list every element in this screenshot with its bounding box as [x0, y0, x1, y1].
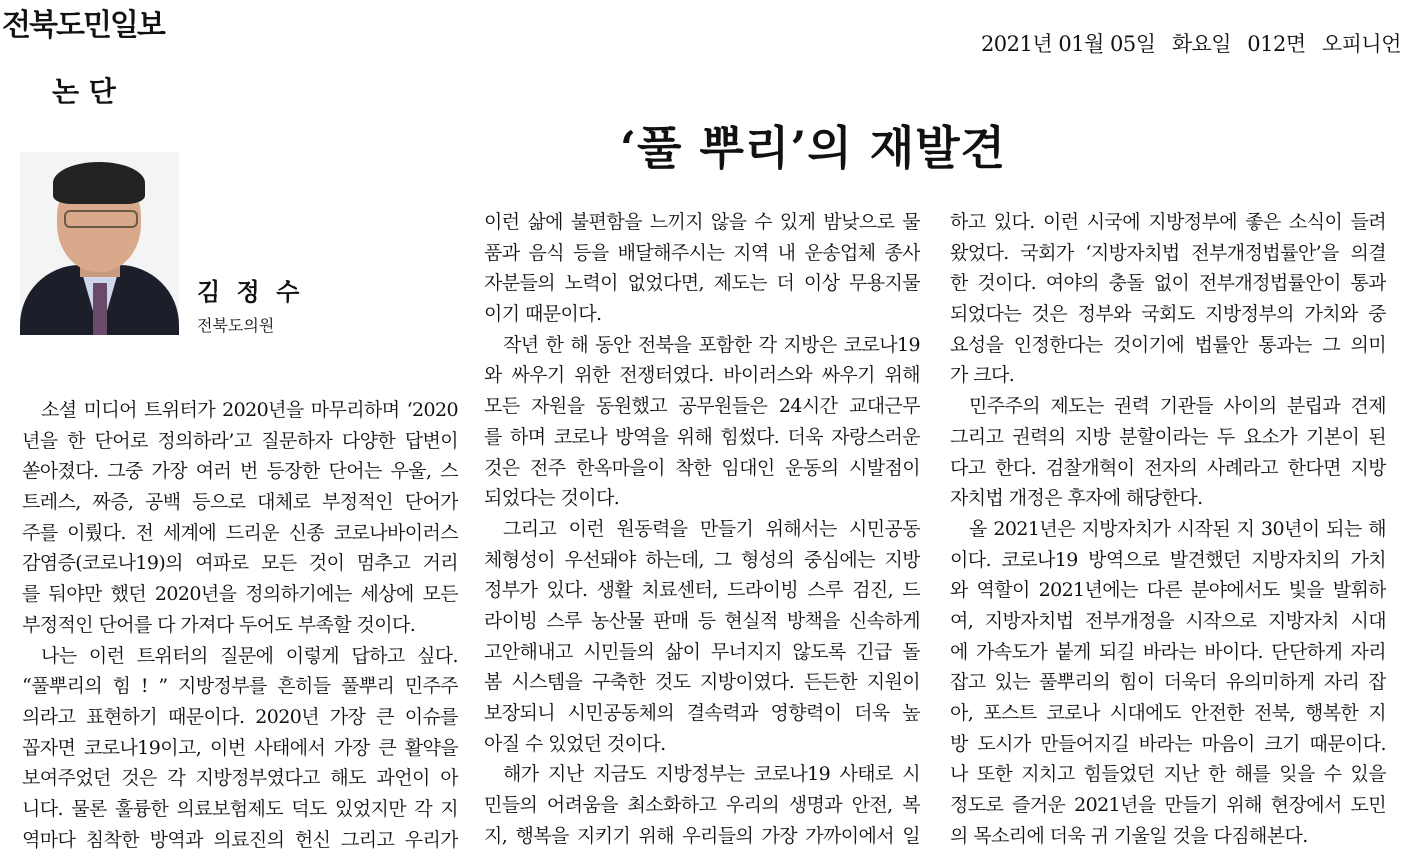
article-column-2 — [484, 207, 920, 851]
text-line: 올 2021년은 지방자치가 시작된 지 30년이 되는 해 — [969, 517, 1386, 540]
column-label: 논 단 — [52, 75, 116, 108]
text-line: 보장되니 시민공동체의 결속력과 영향력이 더욱 높 — [484, 702, 920, 724]
photo-glasses — [64, 210, 138, 228]
text-line: 이기 때문이다. — [484, 303, 602, 326]
text-line: 민들의 어려움을 최소화하고 우리의 생명과 안전, 복 — [484, 794, 920, 817]
publish-date: 2021년 01월 05일 — [980, 32, 1156, 56]
text-line: 모든 자원을 동원했고 공무원들은 24시간 교대근무 — [484, 395, 920, 418]
author-photo — [20, 152, 179, 335]
text-line: 요성을 인정한다는 것이기에 법률안 통과는 그 의미 — [950, 333, 1386, 356]
text-line: 와 싸우기 위한 전쟁터였다. 바이러스와 싸우기 위해 — [484, 364, 920, 387]
text-line: 되었다는 것이다. — [484, 487, 620, 510]
text-line: 하고 있다. 이런 시국에 지방정부에 좋은 소식이 들려 — [950, 211, 1386, 233]
text-line: 트레스, 짜증, 공백 등으로 대체로 부정적인 단어가 — [22, 491, 458, 514]
text-line: 것은 전주 한옥마을이 착한 임대인 운동의 시발점이 — [484, 456, 920, 479]
text-line: 부정적인 단어를 다 가져다 두어도 부족할 것이다. — [22, 613, 416, 636]
article-paragraph — [950, 207, 1386, 391]
text-line: “풀뿌리의 힘 ! ” 지방정부를 흔히들 풀뿌리 민주주 — [22, 675, 458, 698]
text-line: 지, 행복을 지키기 위해 우리들의 가장 가까이에서 일 — [484, 824, 920, 847]
text-line: 와 역할이 2021년에는 다른 분야에서도 빛을 발휘하 — [950, 579, 1386, 602]
text-line: 봄 시스템을 구축한 것도 지방이였다. 든든한 지원이 — [484, 671, 920, 694]
text-line: 체형성이 우선돼야 하는데, 그 형성의 중심에는 지방 — [484, 548, 920, 571]
text-line: 나 또한 지치고 힘들었던 지난 한 해를 잊을 수 있을 — [950, 763, 1386, 786]
article-paragraph — [950, 391, 1386, 514]
text-line: 되었다는 것은 정부와 국회도 지방정부의 가치와 중 — [950, 303, 1386, 326]
text-line: 한 것이다. 여야의 충돌 없이 전부개정법률안이 통과 — [950, 272, 1386, 295]
article-paragraph — [22, 641, 458, 856]
author-role: 전북도의원 — [197, 316, 275, 335]
text-line: 를 둬야만 했던 2020년을 정의하기에는 세상에 모든 — [22, 583, 458, 606]
publish-weekday: 화요일 — [1171, 32, 1232, 56]
photo-tie — [93, 283, 107, 335]
text-line: 니다. 물론 훌륭한 의료보험제도 덕도 있었지만 각 지 — [22, 797, 458, 820]
text-line: 이다. 코로나19 방역으로 발견했던 지방자치의 가치 — [950, 548, 1386, 571]
section-name: 오피니언 — [1321, 32, 1401, 56]
text-line: 왔었다. 국회가 ‘지방자치법 전부개정법률안’을 의결 — [950, 241, 1386, 264]
text-line: 고안해내고 시민들의 삶이 무너지지 않도록 긴급 돌 — [484, 640, 920, 663]
text-line: 방 도시가 만들어지길 바라는 마음이 크기 때문이다. — [950, 732, 1386, 755]
text-line: 의라고 표현하기 때문이다. 2020년 가장 큰 이슈를 — [22, 705, 458, 728]
text-line: 역마다 침착한 방역과 의료진의 헌신 그리고 우리가 — [22, 828, 458, 851]
text-line: 정도로 즐거운 2021년을 만들기 위해 현장에서 도민 — [950, 794, 1386, 817]
text-line: 보여주었던 것은 각 지방정부였다고 해도 과언이 아 — [22, 767, 458, 790]
dateline — [971, 28, 1401, 58]
article-paragraph — [484, 514, 920, 760]
text-line: 의 목소리에 더욱 귀 기울일 것을 다짐해본다. — [950, 824, 1308, 847]
text-line: 이런 삶에 불편함을 느끼지 않을 수 있게 밤낮으로 물 — [484, 211, 920, 233]
text-line: 여, 지방자치법 전부개정을 시작으로 지방자치 시대 — [950, 609, 1386, 632]
text-line: 자분들의 노력이 없었다면, 제도는 더 이상 무용지물 — [484, 272, 920, 295]
text-line: 가 크다. — [950, 364, 1015, 387]
text-line: 나는 이런 트위터의 질문에 이렇게 답하고 싶다. — [41, 644, 458, 667]
text-line: 민주주의 제도는 권력 기관들 사이의 분립과 견제 — [969, 395, 1386, 418]
text-line: 라이빙 스루 농산물 판매 등 현실적 방책을 신속하게 — [484, 609, 920, 632]
text-line: 소셜 미디어 트위터가 2020년을 마무리하며 ‘2020 — [41, 399, 458, 421]
article-paragraph — [484, 759, 920, 851]
article-paragraph — [484, 207, 920, 330]
photo-hair — [53, 162, 145, 204]
text-line: 아질 수 있었던 것이다. — [484, 732, 666, 755]
article-paragraph — [22, 395, 458, 641]
text-line: 그리고 권력의 지방 분할이라는 두 요소가 기본이 된 — [950, 425, 1386, 448]
text-line: 작년 한 해 동안 전북을 포함한 각 지방은 코로나19 — [503, 333, 920, 356]
article-paragraph — [484, 330, 920, 514]
text-line: 를 하며 코로나 방역을 위해 힘썼다. 더욱 자랑스러운 — [484, 425, 920, 448]
text-line: 잡고 있는 풀뿌리의 힘이 더욱더 유의미하게 자리 잡 — [950, 671, 1386, 694]
article-headline: ‘풀 뿌리’의 재발견 — [620, 121, 1007, 175]
text-line: 에 가속도가 붙게 되길 바라는 바이다. 단단하게 자리 — [950, 640, 1386, 663]
text-line: 품과 음식 등을 배달해주시는 지역 내 운송업체 종사 — [484, 241, 920, 264]
newspaper-masthead: 전북도민일보 — [2, 8, 164, 43]
text-line: 주를 이뤘다. 전 세계에 드리운 신종 코로나바이러스 — [22, 521, 458, 544]
article-column-3 — [950, 207, 1386, 851]
text-line: 자치법 개정은 후자에 해당한다. — [950, 487, 1203, 510]
text-line: 정부가 있다. 생활 치료센터, 드라이빙 스루 검진, 드 — [484, 579, 920, 602]
text-line: 년을 한 단어로 정의하라’고 질문하자 다양한 답변이 — [22, 429, 458, 452]
article-column-1 — [22, 395, 458, 855]
text-line: 꼽자면 코로나19이고, 이번 사태에서 가장 큰 활약을 — [22, 736, 458, 759]
article-paragraph — [950, 514, 1386, 852]
page-number: 012면 — [1247, 32, 1306, 56]
text-line: 아, 포스트 코로나 시대에도 안전한 전북, 행복한 지 — [950, 702, 1386, 724]
text-line: 해가 지난 지금도 지방정부는 코로나19 사태로 시 — [503, 763, 920, 786]
text-line: 감염증(코로나19)의 여파로 모든 것이 멈추고 거리 — [22, 552, 458, 575]
text-line: 그리고 이런 원동력을 만들기 위해서는 시민공동 — [503, 517, 920, 540]
text-line: 다고 한다. 검찰개혁이 전자의 사례라고 한다면 지방 — [950, 456, 1386, 479]
author-name: 김 정 수 — [197, 278, 304, 306]
text-line: 쏟아졌다. 그중 가장 여러 번 등장한 단어는 우울, 스 — [22, 460, 458, 483]
